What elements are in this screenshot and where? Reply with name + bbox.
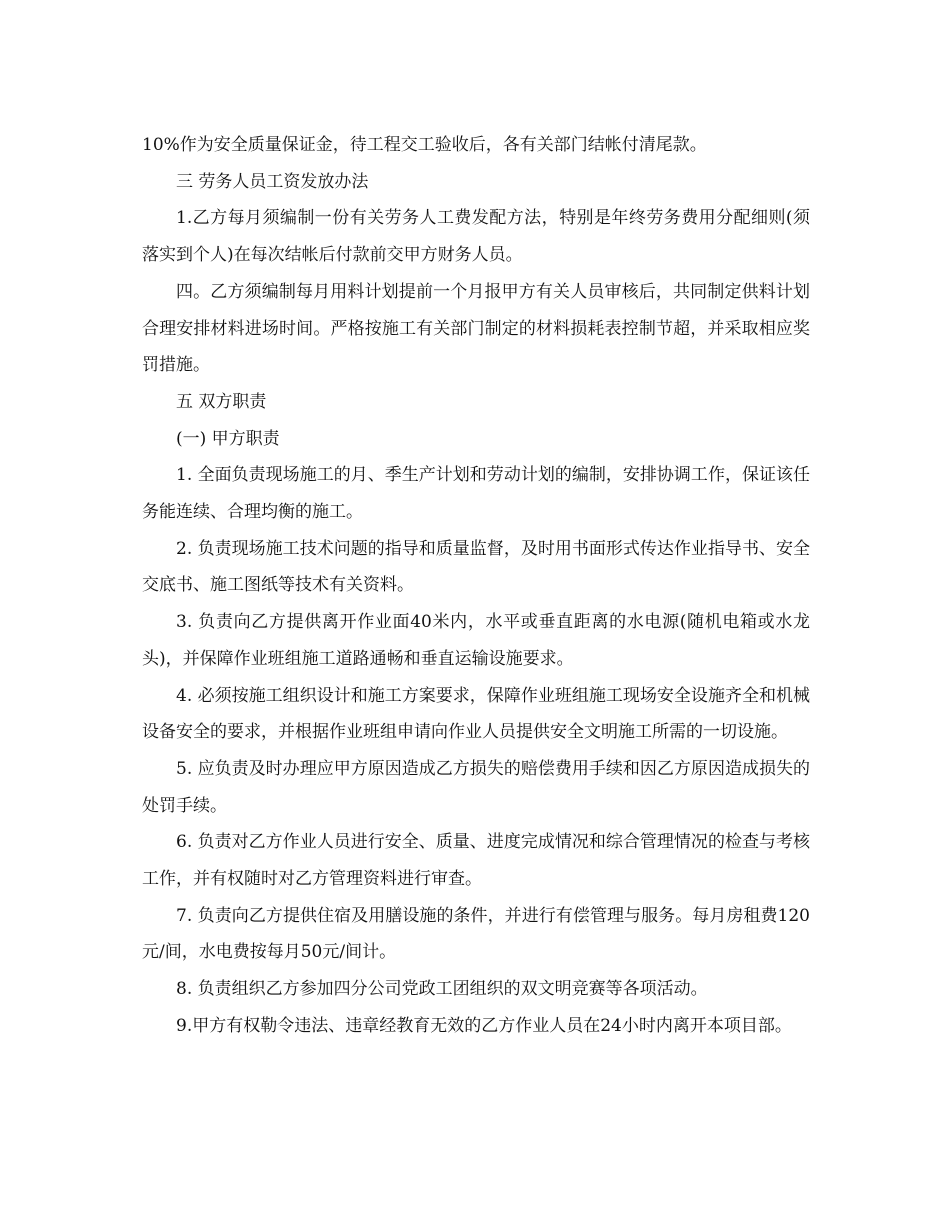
section-heading-5: 五 双方职责 [176,391,267,412]
duty-item-8: 8. 负责组织乙方参加四分公司党政工团组织的双文明竞赛等各项活动。 [176,979,708,1000]
paragraph-1: 10%作为安全质量保证金，待工程交工验收后，各有关部门结帐付清尾款。 [142,135,707,155]
duty-item-4: 4. 必须按施工组织设计和施工方案要求，保障作业班组施工现场安全设施齐全和机械设备安全的要求，并根据作业班组申请向作业人员提供安全文明施工所需的一切设施。 [142,685,810,743]
duty-item-9: 9.甲方有权勒令违法、违章经教育无效的乙方作业人员在24小时内离开本项目部。 [176,1015,792,1036]
duty-item-2: 2. 负责现场施工技术问题的指导和质量监督，及时用书面形式传达作业指导书、安全交底书、施工图纸等技术有关资料。 [142,538,810,596]
paragraph-labor-payment: 1.乙方每月须编制一份有关劳务人工费发配方法，特别是年终劳务费用分配细则(须落实到个人)在每次结帐后付款前交甲方财务人员。 [142,208,810,266]
duty-item-5: 5. 应负责及时办理应甲方原因造成乙方损失的赔偿费用手续和因乙方原因造成损失的处罚手续。 [142,758,810,816]
paragraph-section-4: 四。乙方须编制每月用料计划提前一个月报甲方有关人员审核后，共同制定供料计划合理安排材料进场时间。严格按施工有关部门制定的材料损耗表控制节超，并采取相应奖罚措施。 [142,281,810,376]
subsection-heading-party-a: (一) 甲方职责 [176,428,280,449]
duty-item-6: 6. 负责对乙方作业人员进行安全、质量、进度完成情况和综合管理情况的检查与考核工作，并有权随时对乙方管理资料进行审查。 [142,832,810,890]
duty-item-3: 3. 负责向乙方提供离开作业面40米内，水平或垂直距离的水电源(随机电箱或水龙头)，并保障作业班组施工道路通畅和垂直运输设施要求。 [142,612,810,669]
section-heading-3: 三 劳务人员工资发放办法 [176,171,369,192]
duty-item-7: 7. 负责向乙方提供住宿及用膳设施的条件，并进行有偿管理与服务。每月房租费120元/间，水电费按每月50元/间计。 [142,905,810,963]
duty-item-1: 1. 全面负责现场施工的月、季生产计划和劳动计划的编制，安排协调工作，保证该任务能连续、合理均衡的施工。 [142,465,810,523]
